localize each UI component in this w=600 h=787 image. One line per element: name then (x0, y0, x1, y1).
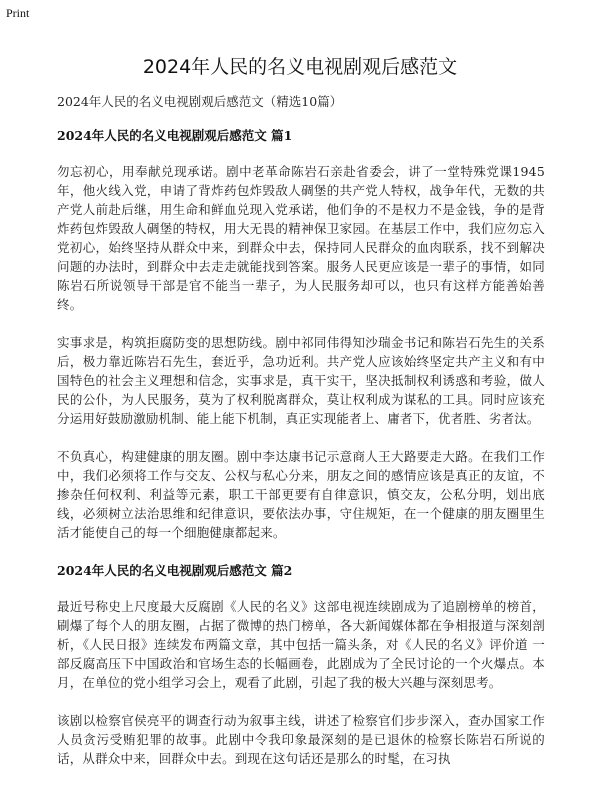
print-link[interactable]: Print (6, 6, 30, 20)
section-heading: 2024年人民的名义电视剧观后感范文 篇2 (57, 563, 293, 578)
paragraph: 不负真心，构建健康的朋友圈。剧中李达康书记示意商人王大路要走大路。在我们工作中，我们必须将工作与交友、公权与私心分来，朋友之间的感情应该是真正的友谊，不掺杂任何权利、利益等元素，职工干部更要有自律意识，慎交友，公私分明，划出底线，必须树立法治思维和纪律意识，要依法办事，守住规矩，在一个健康的朋友圈里生活才能使自己的每一个细胞健康都起来。 (57, 449, 545, 540)
paragraph: 最近号称史上尺度最大反腐剧《人民的名义》这部电视连续剧成为了追剧榜单的榜首，刷爆了每个人的朋友圈，占据了微博的热门榜单，各大新闻媒体都在争相报道与深刻剖析，《人民日报》连续发布两篇文章，其中包括一篇头条，对《人民的名义》评价道 一部反腐高压下中国政治和官场生态的长幅画卷，此剧成为了全民讨论的一个火爆点。本月，在单位的党小组学习会上，观看了此剧，引起了我的极大兴趣与深刻思考。 (57, 599, 545, 690)
paragraph: 该剧以检察官侯亮平的调查行动为叙事主线，讲述了检察官们步步深入，查办国家工作人员贪污受贿犯罪的故事。此剧中令我印象最深刻的是已退休的检察长陈岩石所说的话，从群众中来，回群众中去。到现在这句话还是那么的时髦，在习执 (57, 713, 545, 766)
paragraph: 实事求是，构筑拒腐防变的思想防线。剧中祁同伟得知沙瑞金书记和陈岩石先生的关系后，极力靠近陈岩石先生，套近乎，急功近利。共产党人应该始终坚定共产主义和有中国特色的社会主义理想和信念，实事求是，真干实干，坚决抵制权利诱惑和考验，做人民的公仆，为人民服务，莫为了权利脱离群众，莫让权利成为谋私的工具。同时应该充分运用好鼓励激励机制、能上能下机制，真正实现能者上、庸者下，优者胜、劣者汰。 (57, 335, 545, 426)
paragraph: 勿忘初心，用奉献兑现承诺。剧中老革命陈岩石亲赴省委会，讲了一堂特殊党课1945年，他火线入党，申请了背炸药包炸毁敌人碉堡的共产党人特权，战争年代，无数的共产党人前赴后继，用生命和鲜血兑现入党承诺，他们争的不是权力不是金钱，争的是背炸药包炸毁敌人碉堡的特权，用大无畏的精神保卫家园。在基层工作中，我们应勿忘入党初心，始终坚持从群众中来，到群众中去，保持同人民群众的血肉联系，找不到解决问题的办法时，到群众中去走走就能找到答案。服务人民更应该是一辈子的事情，如同陈岩石所说领导干部是官不能当一辈子，为人民服务却可以，也只有这样方能善始善终。 (57, 164, 545, 312)
section-heading: 2024年人民的名义电视剧观后感范文 篇1 (57, 128, 293, 143)
document-subtitle: 2024年人民的名义电视剧观后感范文（精选10篇） (57, 94, 343, 109)
section-1 (57, 126, 545, 542)
section-2 (57, 561, 545, 768)
article-body (57, 118, 545, 787)
page-title: 2024年人民的名义电视剧观后感范文 (142, 56, 458, 78)
